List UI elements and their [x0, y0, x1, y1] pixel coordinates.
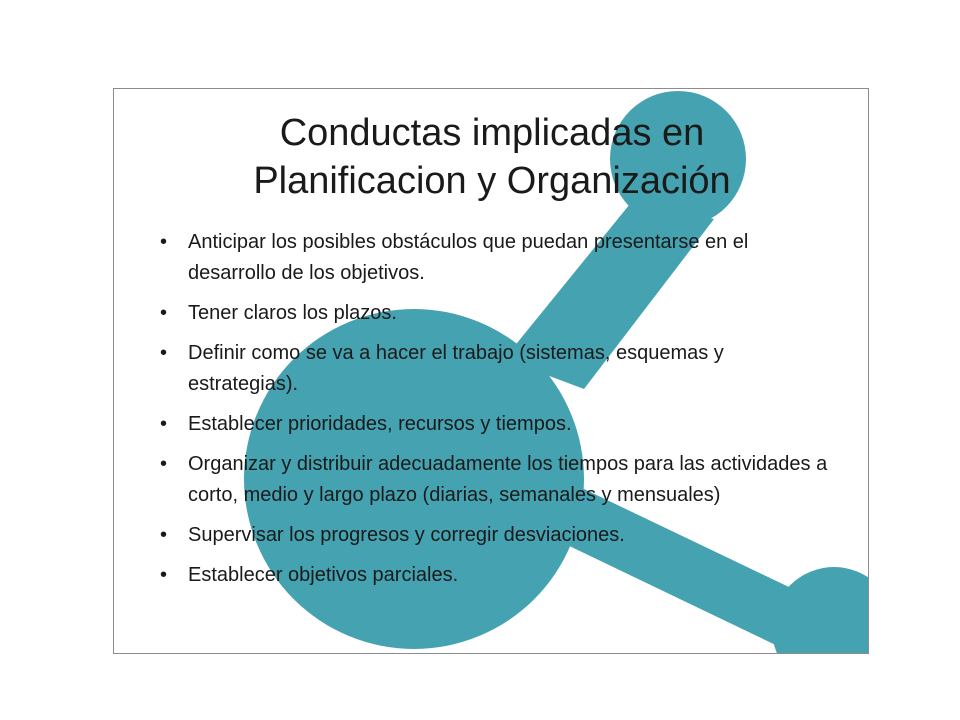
bullet-item: • Organizar y distribuir adecuadamente los tiempos para las actividades a corto, medio y largo plazo (diarias, semanales y mensuales): [154, 449, 834, 511]
bullet-item: • Definir como se va a hacer el trabajo (sistemas, esquemas y estrategias).: [154, 338, 834, 400]
bullet-item: • Establecer prioridades, recursos y tiempos.: [154, 409, 834, 440]
slide-title-line-1: Conductas implicadas en: [279, 112, 705, 154]
bullet-item: • Supervisar los progresos y corregir desviaciones.: [154, 520, 834, 551]
bullet-item: • Anticipar los posibles obstáculos que puedan presentarse en el desarrollo de los objetivos.: [154, 227, 834, 289]
bullet-item: • Tener claros los plazos.: [154, 298, 834, 329]
slide-title-line-2: Planificacion y Organización: [253, 160, 731, 202]
slide: [113, 88, 869, 654]
bullet-list: [154, 227, 834, 600]
bullet-item: • Establecer objetivos parciales.: [154, 560, 834, 591]
slide-title: [114, 109, 869, 205]
